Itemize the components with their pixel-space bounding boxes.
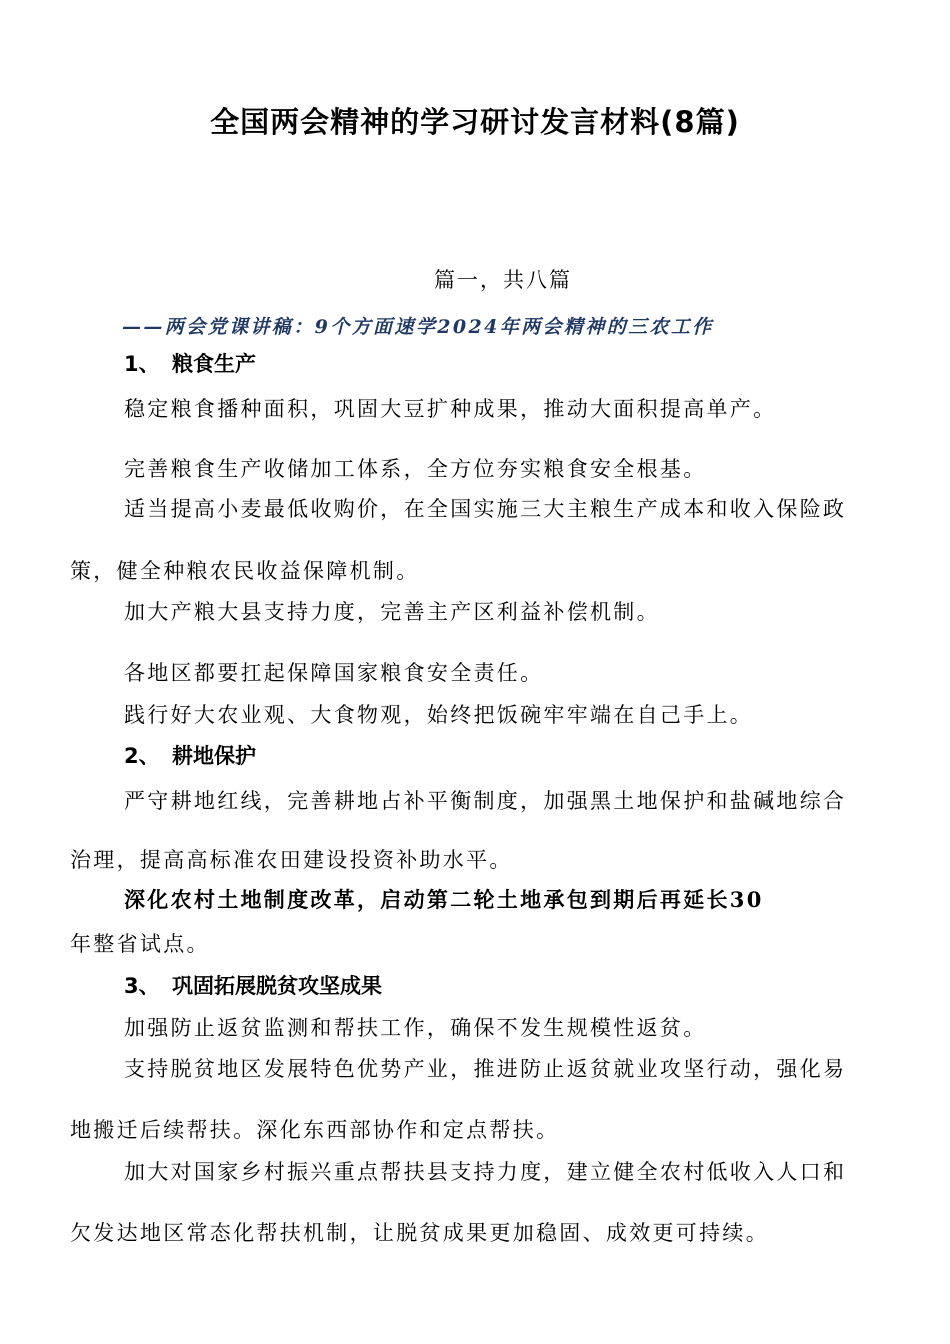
section-number: 2、 bbox=[124, 744, 160, 768]
section-title: 耕地保护 bbox=[172, 744, 256, 768]
section-heading bbox=[124, 348, 256, 378]
paragraph-line: 年整省试点。 bbox=[70, 932, 210, 956]
paragraph-line-bold: 深化农村土地制度改革，启动第二轮土地承包到期后再延长30 bbox=[124, 887, 764, 912]
paragraph-line: 加大对国家乡村振兴重点帮扶县支持力度，建立健全农村低收入人口和 bbox=[124, 1160, 847, 1184]
paragraph-line: 适当提高小麦最低收购价，在全国实施三大主粮生产成本和收入保险政 bbox=[124, 497, 847, 521]
paragraph-line: 践行好大农业观、大食物观，始终把饭碗牢牢端在自己手上。 bbox=[124, 703, 754, 727]
paragraph-line: 各地区都要扛起保障国家粮食安全责任。 bbox=[124, 661, 544, 685]
subtitle: ——两会党课讲稿：9个方面速学2024年两会精神的三农工作 bbox=[122, 316, 714, 338]
paragraph-line: 加强防止返贫监测和帮扶工作，确保不发生规模性返贫。 bbox=[124, 1016, 707, 1040]
paragraph-line: 治理，提高高标准农田建设投资补助水平。 bbox=[70, 848, 513, 872]
section-heading bbox=[124, 740, 256, 770]
paragraph-line: 策，健全种粮农民收益保障机制。 bbox=[70, 559, 420, 583]
section-number: 3、 bbox=[124, 974, 160, 998]
section-title: 巩固拓展脱贫攻坚成果 bbox=[172, 974, 382, 998]
section-heading bbox=[124, 970, 382, 1000]
paragraph-line: 欠发达地区常态化帮扶机制，让脱贫成果更加稳固、成效更可持续。 bbox=[70, 1221, 769, 1245]
section-number: 1、 bbox=[124, 352, 160, 376]
paragraph-line: 严守耕地红线，完善耕地占补平衡制度，加强黑土地保护和盐碱地综合 bbox=[124, 789, 847, 813]
paragraph-line: 支持脱贫地区发展特色优势产业，推进防止返贫就业攻坚行动，强化易 bbox=[124, 1057, 847, 1081]
paragraph-line: 稳定粮食播种面积，巩固大豆扩种成果，推动大面积提高单产。 bbox=[124, 397, 777, 421]
series-label: 篇一，共八篇 bbox=[434, 268, 572, 292]
section-title: 粮食生产 bbox=[172, 352, 256, 376]
paragraph-line: 完善粮食生产收储加工体系，全方位夯实粮食安全根基。 bbox=[124, 457, 707, 481]
paragraph-line: 加大产粮大县支持力度，完善主产区利益补偿机制。 bbox=[124, 600, 660, 624]
document-title: 全国两会精神的学习研讨发言材料(8篇) bbox=[210, 105, 740, 139]
paragraph-line: 地搬迁后续帮扶。深化东西部协作和定点帮扶。 bbox=[70, 1118, 560, 1142]
